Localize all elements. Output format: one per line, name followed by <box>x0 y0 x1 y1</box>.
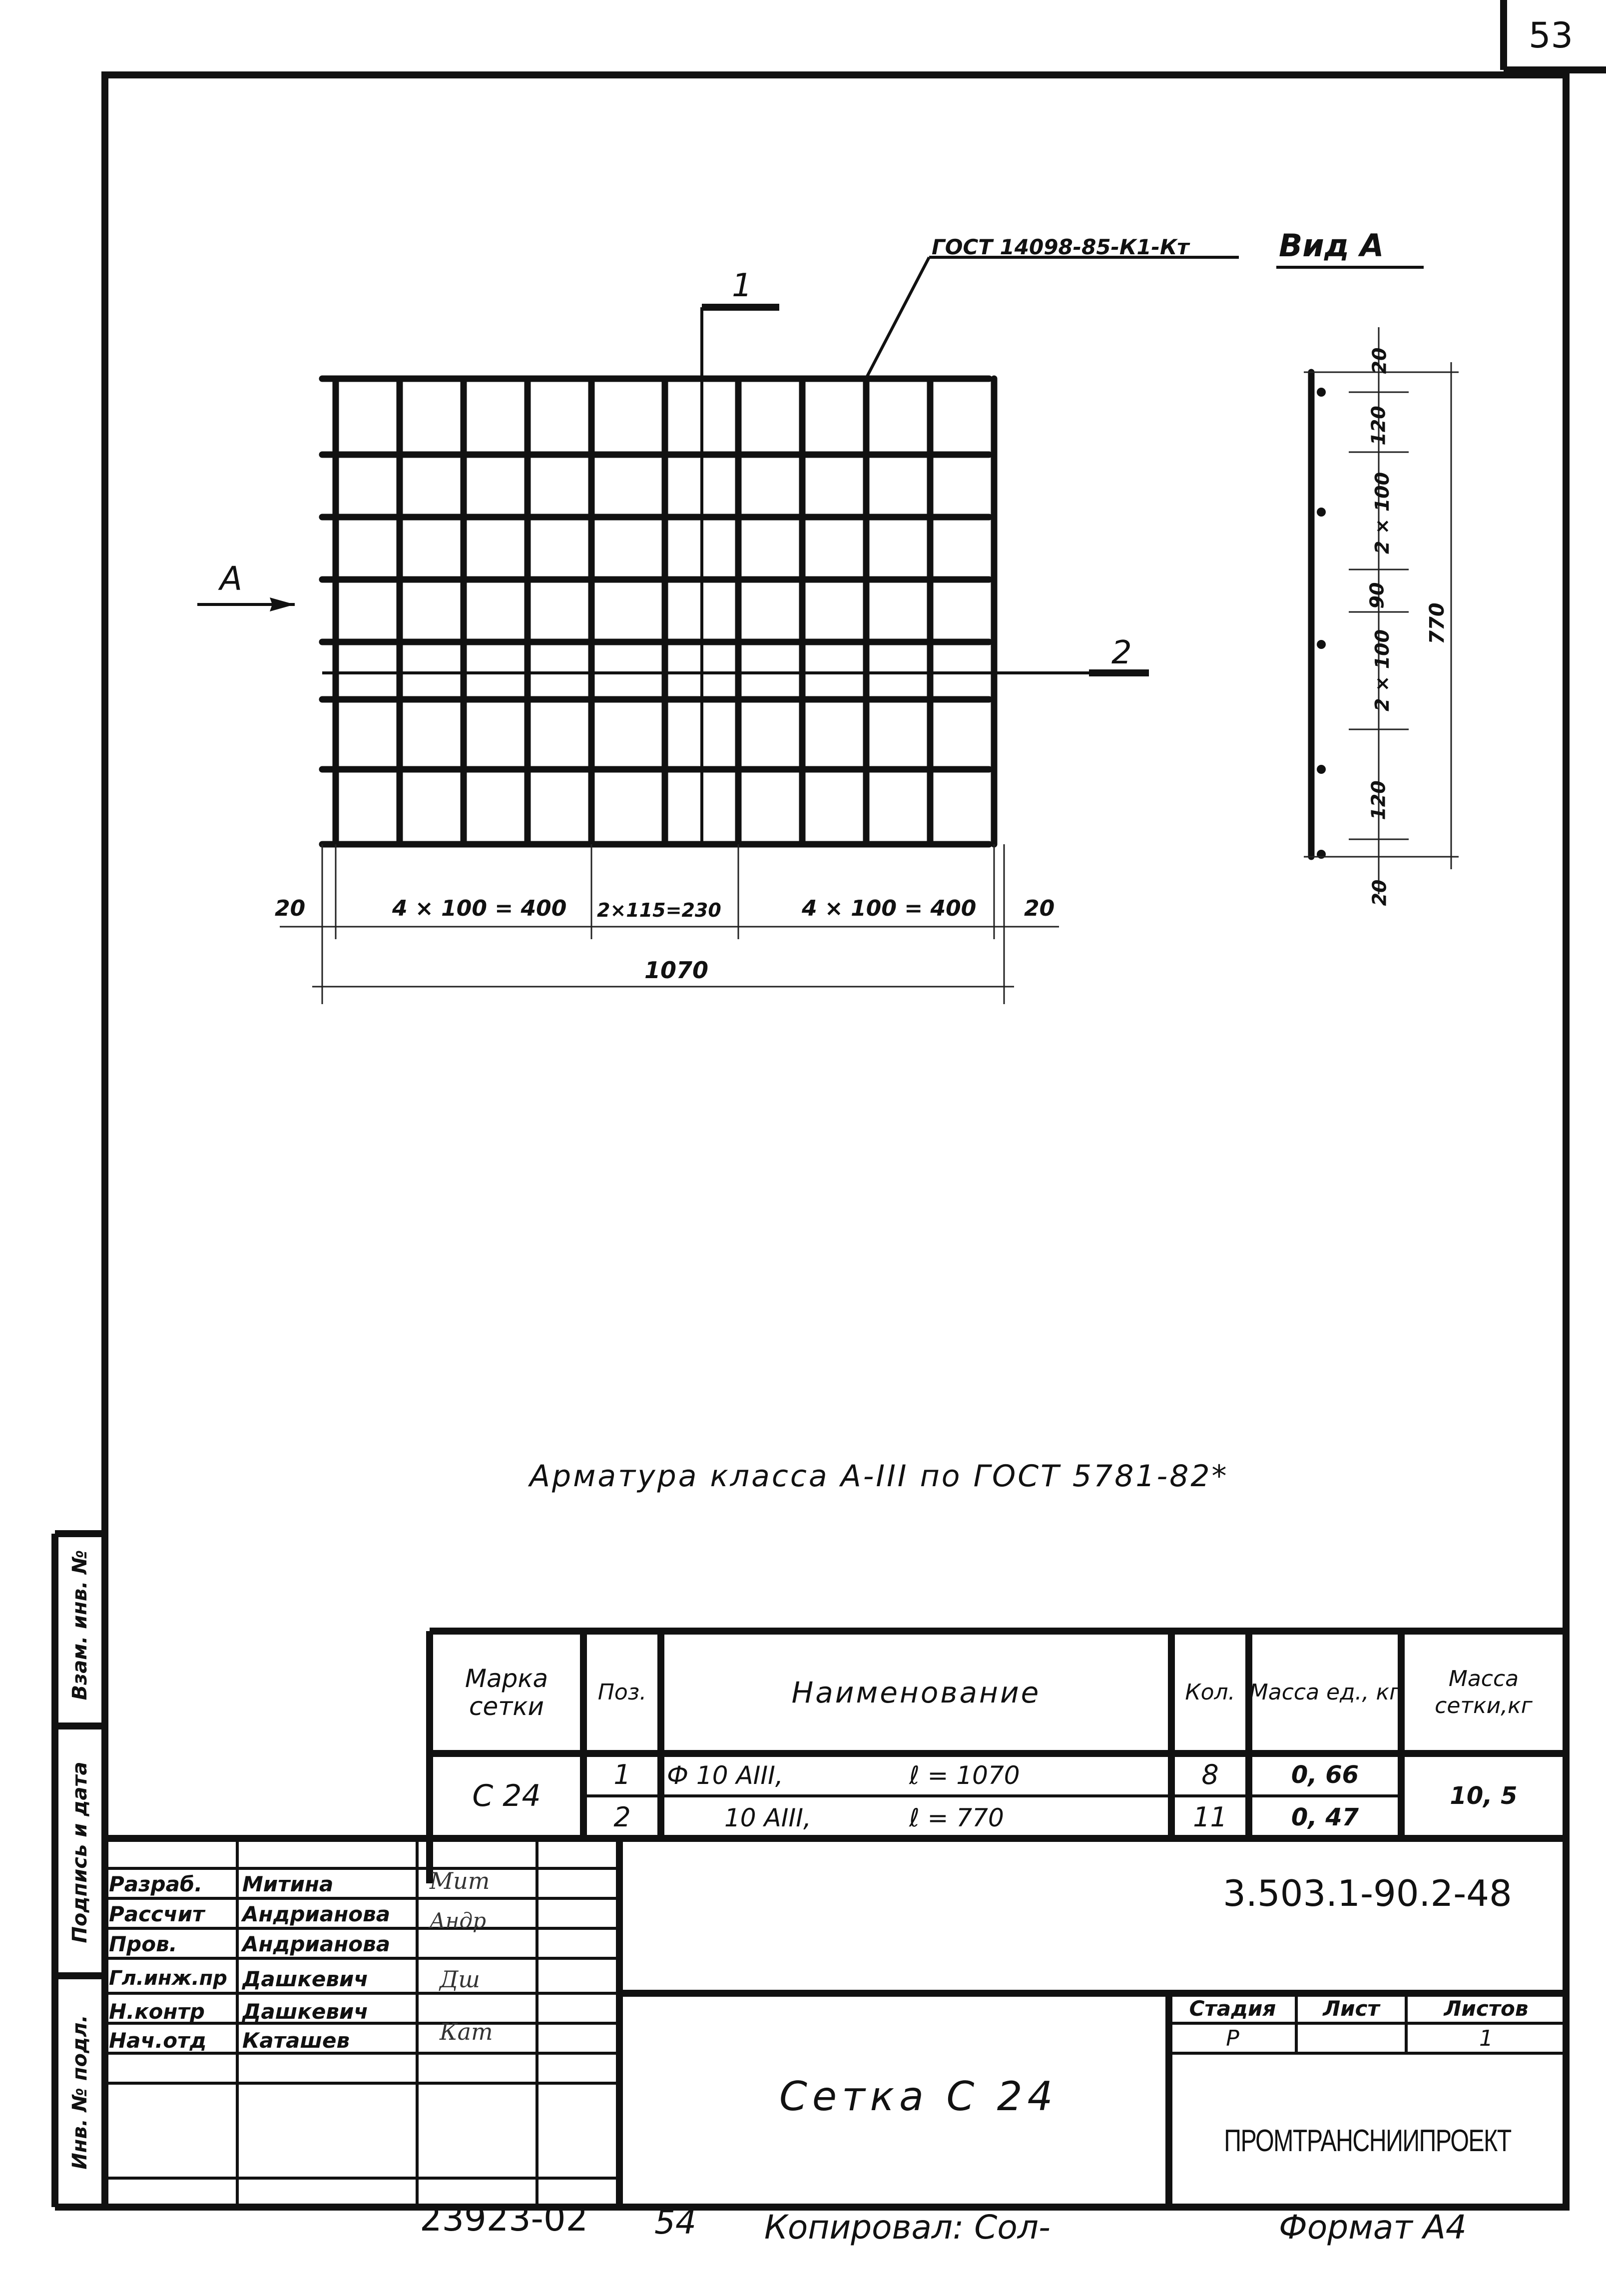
footer-format: Формат А4 <box>1279 2208 1467 2247</box>
view-title: Вид А <box>1279 227 1384 264</box>
mesh-mass: 10, 5 <box>1450 1782 1518 1810</box>
sheet-header: Лист <box>1323 1996 1380 2021</box>
side-dim-total: 770 <box>1425 602 1449 644</box>
dim-left-group: 4 × 100 = 400 <box>392 896 567 921</box>
side-stamp-inv-orig: Инв. № подл. <box>68 2015 91 2170</box>
row-name: Ф 10 АIII, <box>667 1761 783 1790</box>
side-dim: 2 × 100 <box>1371 472 1394 555</box>
row-mass: 0, 47 <box>1291 1803 1359 1831</box>
row-pos: 1 <box>613 1759 631 1790</box>
organization: ПРОМТРАНСНИИПРОЕКТ <box>1224 2123 1511 2158</box>
row-qty: 11 <box>1193 1801 1227 1833</box>
signature: Андр <box>430 1908 486 1933</box>
side-stamp-inv-replace: Взам. инв. № <box>68 1550 91 1701</box>
side-dim: 20 <box>1368 879 1391 906</box>
drawing-title: Сетка С 24 <box>779 2073 1058 2120</box>
view-arrow-label: А <box>220 560 243 598</box>
page-number: 53 <box>1529 15 1574 56</box>
section-label-2: 2 <box>1111 634 1132 671</box>
person-name: Каташев <box>242 2028 350 2053</box>
row-length: ℓ = 1070 <box>909 1761 1020 1790</box>
dim-total: 1070 <box>644 957 709 984</box>
header-pos: Поз. <box>597 1680 647 1705</box>
header-mass-mesh: Масса сетки,кг <box>1435 1666 1533 1719</box>
section-label-1: 1 <box>732 267 752 304</box>
footer-copied: Копировал: Сол- <box>764 2208 1051 2247</box>
person-name: Дашкевич <box>242 1967 369 1991</box>
row-name: 10 АIII, <box>724 1803 811 1832</box>
person-name: Дашкевич <box>242 1999 369 2024</box>
side-stamp-sign-date: Подпись и дата <box>68 1761 91 1943</box>
sheets-value: 1 <box>1479 2025 1493 2051</box>
row-qty: 8 <box>1201 1759 1219 1790</box>
header-name: Наименование <box>791 1675 1041 1710</box>
stage-header: Стадия <box>1189 1996 1276 2021</box>
header-mark: Марка сетки <box>465 1664 548 1721</box>
role-label: Пров. <box>109 1932 177 1956</box>
side-dim: 120 <box>1367 780 1390 820</box>
dim-middle-group: 2×115=230 <box>597 899 721 921</box>
signature: Кат <box>440 2018 493 2045</box>
row-pos: 2 <box>613 1801 631 1833</box>
sheets-header: Листов <box>1444 1996 1529 2021</box>
role-label: Рассчит <box>109 1902 205 1926</box>
mesh-plan <box>197 257 1424 1004</box>
sheet-value <box>1296 2023 1406 2053</box>
header-mass-unit: Масса ед., кг <box>1249 1679 1401 1705</box>
mesh-mark: С 24 <box>472 1778 541 1813</box>
dim-right-group: 4 × 100 = 400 <box>802 896 977 921</box>
side-dim: 2 × 100 <box>1371 629 1394 712</box>
role-label: Нач.отд <box>109 2028 207 2053</box>
weld-note: ГОСТ 14098-85-К1-Кт <box>932 235 1189 259</box>
side-dim: 20 <box>1368 347 1391 374</box>
drawing-number: 3.503.1-90.2-48 <box>1223 1872 1512 1914</box>
header-qty: Кол. <box>1185 1680 1235 1705</box>
role-label: Разраб. <box>109 1872 203 1896</box>
footer-page: 54 <box>654 2203 696 2242</box>
row-mass: 0, 66 <box>1291 1760 1359 1789</box>
rebar-note: Арматура класса А-III по ГОСТ 5781-82* <box>530 1459 1229 1494</box>
dim-right-edge: 20 <box>1024 896 1055 921</box>
row-length: ℓ = 770 <box>909 1803 1004 1832</box>
footer-number: 23923-02 <box>420 2198 588 2239</box>
person-name: Андрианова <box>242 1932 391 1956</box>
side-dim: 120 <box>1367 406 1390 446</box>
signature: Мит <box>430 1867 490 1894</box>
role-label: Н.контр <box>109 1999 205 2024</box>
dim-left-edge: 20 <box>275 896 306 921</box>
side-dim: 90 <box>1366 582 1388 609</box>
person-name: Митина <box>242 1872 334 1896</box>
person-name: Андрианова <box>242 1902 391 1926</box>
signature: Дш <box>440 1966 480 1993</box>
role-label: Гл.инж.пр <box>109 1967 227 1990</box>
weld-leader <box>867 257 929 377</box>
stage-value: Р <box>1226 2025 1239 2051</box>
